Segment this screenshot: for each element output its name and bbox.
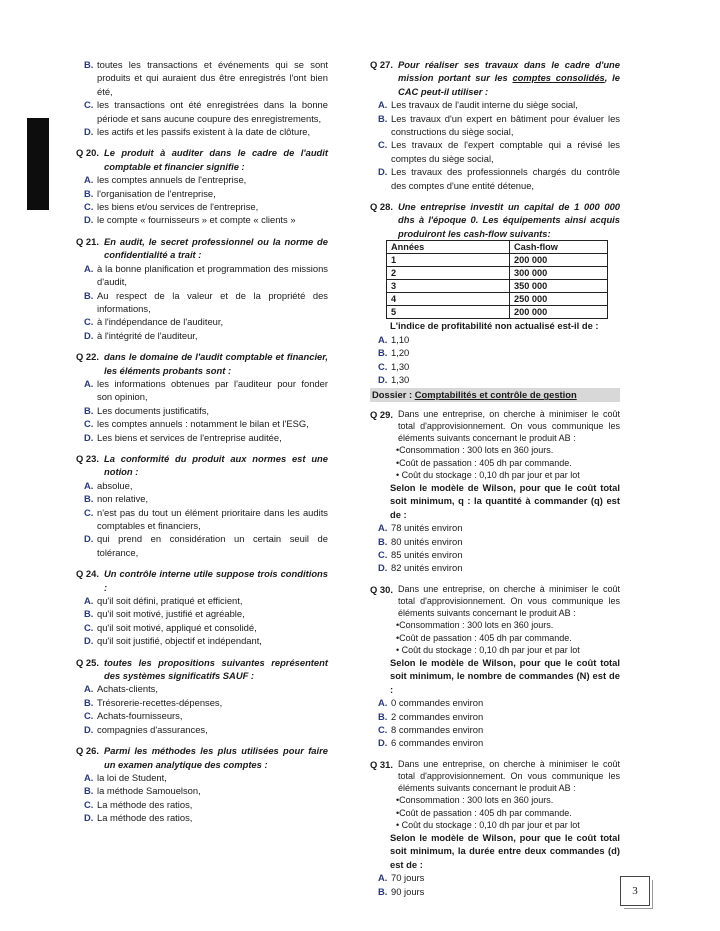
option-c: C. les comptes annuels : notamment le bilan et l'ESG, bbox=[84, 418, 309, 430]
option-a: A. à la bonne planification et programmation des missions d'audit, bbox=[84, 262, 328, 288]
option-a: A. la loi de Student, bbox=[84, 771, 167, 783]
storage-cost-line: • Coût du stockage : 0,10 dh par jour et par lot bbox=[396, 469, 580, 480]
option-b: B. la méthode Samouelson, bbox=[84, 785, 201, 797]
question-prompt: Selon le modèle de Wilson, pour que le coût total soit minimum, le nombre de commandes (N) est de : bbox=[390, 657, 620, 695]
question-number: Q 20. bbox=[76, 147, 99, 159]
option-b: B. 1,20 bbox=[378, 347, 410, 359]
question-number: Q 30. bbox=[370, 583, 393, 595]
question-number: Q 24. bbox=[76, 568, 99, 580]
option-a: A. 1,10 bbox=[378, 333, 410, 345]
option-a: A. qu'il soit défini, pratiqué et efficient, bbox=[84, 595, 243, 607]
question-intro: Dans une entreprise, on cherche à minimiser le coût total d'approvisionnement. On vous communique les éléments suivants concernant le produit AB : bbox=[398, 758, 620, 794]
storage-cost-line: • Coût du stockage : 0,10 dh par jour et par lot bbox=[396, 644, 580, 655]
question-22 bbox=[76, 350, 328, 444]
consumption-line: •Consommation : 300 lots en 360 jours. bbox=[396, 620, 554, 631]
option-a: A. les comptes annuels de l'entreprise, bbox=[84, 174, 247, 186]
question-27 bbox=[370, 58, 620, 192]
option-c: C. 8 commandes environ bbox=[378, 724, 484, 736]
table-header: Cash-flow bbox=[510, 241, 608, 254]
question-number: Q 22. bbox=[76, 351, 99, 363]
option-a: A. 0 commandes environ bbox=[378, 697, 484, 709]
black-margin-tab bbox=[27, 118, 49, 210]
option-b: B. 80 unités environ bbox=[378, 535, 463, 547]
question-29 bbox=[370, 408, 620, 575]
question-number: Q 25. bbox=[76, 656, 99, 668]
option-a: A. Les travaux de l'audit interne du siège social, bbox=[378, 99, 578, 111]
question-number: Q 26. bbox=[76, 745, 99, 757]
question-21 bbox=[76, 235, 328, 342]
option-c: C. les biens et/ou services de l'entreprise, bbox=[84, 201, 259, 213]
question-number: Q 23. bbox=[76, 452, 99, 464]
option-a: A. absolue, bbox=[84, 479, 133, 491]
table-header-row bbox=[387, 241, 608, 254]
question-28 bbox=[370, 200, 620, 386]
ordering-cost-line: •Coût de passation : 405 dh par commande. bbox=[396, 807, 572, 818]
page-number: 3 bbox=[620, 876, 650, 906]
question-number: Q 31. bbox=[370, 758, 393, 770]
table-header: Années bbox=[387, 241, 510, 254]
option-d: D. compagnies d'assurances, bbox=[84, 723, 208, 735]
dossier-heading: Dossier : Comptabilités et contrôle de gestion bbox=[370, 388, 620, 401]
option-d: D. 1,30 bbox=[378, 373, 410, 385]
option-c: C. La méthode des ratios, bbox=[84, 798, 193, 810]
right-column bbox=[370, 58, 620, 906]
cash-flow-table bbox=[386, 240, 608, 319]
question-25 bbox=[76, 656, 328, 736]
question-26 bbox=[76, 744, 328, 824]
option-d: D. Les travaux des professionnels chargés du contrôle des comptes d'une entité détenue, bbox=[378, 166, 620, 191]
question-text: Un contrôle interne utile suppose trois conditions : bbox=[104, 568, 328, 593]
question-text: En audit, le secret professionnel ou la norme de confidentialité a trait : bbox=[104, 235, 328, 261]
option-d: D. le compte « fournisseurs » et compte « clients » bbox=[84, 214, 296, 226]
left-column bbox=[76, 58, 328, 833]
option-d: D. qui prend en considération un certain seuil de tolérance, bbox=[84, 533, 328, 558]
question-30 bbox=[370, 583, 620, 750]
question-text: toutes les propositions suivantes représentent des systèmes significatifs SAUF : bbox=[104, 656, 328, 682]
option-b: B. Au respect de la valeur et de la propriété des informations, bbox=[84, 289, 328, 314]
question-text: Pour réaliser ses travaux dans le cadre d'une mission portant sur les comptes consolidés, le CAC peut-il utiliser : bbox=[398, 59, 620, 97]
option-d: D. La méthode des ratios, bbox=[84, 812, 193, 824]
option-c: C. Achats-fournisseurs, bbox=[84, 710, 183, 722]
option-c: C. 85 unités environ bbox=[378, 548, 463, 560]
question-prompt: L'indice de profitabilité non actualisé est-il de : bbox=[390, 320, 599, 332]
option-a: A. 78 unités environ bbox=[378, 522, 463, 534]
question-20 bbox=[76, 146, 328, 226]
option-d: D. à l'intégrité de l'auditeur, bbox=[84, 329, 198, 341]
question-31 bbox=[370, 758, 620, 898]
q19-option-d: D. les actifs et les passifs existent à la date de clôture, bbox=[84, 126, 311, 138]
question-text: dans le domaine de l'audit comptable et financier, les éléments probants sont : bbox=[104, 351, 328, 376]
option-b: B. 2 commandes environ bbox=[378, 710, 484, 722]
ordering-cost-line: •Coût de passation : 405 dh par commande. bbox=[396, 457, 572, 468]
table-row: 2 300 000 bbox=[387, 267, 608, 280]
option-a: A. les informations obtenues par l'auditeur pour fonder son opinion, bbox=[84, 377, 328, 403]
question-text: Parmi les méthodes les plus utilisées pour faire un examen analytique des comptes : bbox=[104, 745, 328, 770]
option-b: B. 90 jours bbox=[378, 885, 425, 897]
option-d: D. qu'il soit justifié, objectif et indépendant, bbox=[84, 635, 262, 647]
q19-continuation bbox=[76, 58, 328, 138]
table-row: 3 350 000 bbox=[387, 280, 608, 293]
ordering-cost-line: •Coût de passation : 405 dh par commande. bbox=[396, 632, 572, 643]
option-d: D. 82 unités environ bbox=[378, 562, 463, 574]
question-number: Q 27. bbox=[370, 59, 393, 70]
table-row: 4 250 000 bbox=[387, 293, 608, 306]
option-c: C. n'est pas du tout un élément prioritaire dans les audits comptables et financiers, bbox=[84, 506, 328, 531]
option-a: A. 70 jours bbox=[378, 872, 425, 884]
q19-option-c: C. les transactions ont été enregistrées dans la bonne période et sans aucune coupure des enregistrements, bbox=[84, 99, 328, 124]
option-c: C. 1,30 bbox=[378, 360, 410, 372]
option-d: D. 6 commandes environ bbox=[378, 737, 484, 749]
option-b: B. Les travaux d'un expert en bâtiment pour évaluer les constructions du siège social, bbox=[378, 112, 620, 138]
option-c: C. à l'indépendance de l'auditeur, bbox=[84, 316, 224, 328]
question-prompt: Selon le modèle de Wilson, pour que le coût total soit minimum, la durée entre deux commandes (d) est de : bbox=[390, 832, 620, 870]
option-b: B. l'organisation de l'entreprise, bbox=[84, 187, 216, 199]
question-24 bbox=[76, 567, 328, 647]
question-23 bbox=[76, 452, 328, 559]
option-b: B. Les documents justificatifs, bbox=[84, 404, 210, 416]
question-text: Une entreprise investit un capital de 1 000 000 dhs à l'époque 0. Les équipements ainsi acquis produiront les cash-flow suivants: bbox=[398, 201, 620, 239]
question-number: Q 29. bbox=[370, 408, 393, 420]
option-b: B. qu'il soit motivé, justifié et agréable, bbox=[84, 608, 245, 620]
question-number: Q 21. bbox=[76, 235, 99, 247]
table-row: 1 200 000 bbox=[387, 254, 608, 267]
storage-cost-line: • Coût du stockage : 0,10 dh par jour et par lot bbox=[396, 819, 580, 830]
question-intro: Dans une entreprise, on cherche à minimiser le coût total d'approvisionnement. On vous communique les éléments suivants concernant le produit AB : bbox=[398, 408, 620, 444]
question-intro: Dans une entreprise, on cherche à minimiser le coût total d'approvisionnement. On vous communique les éléments suivants concernant le produit AB : bbox=[398, 583, 620, 619]
table-row: 5 200 000 bbox=[387, 306, 608, 319]
option-b: B. non relative, bbox=[84, 493, 149, 505]
option-b: B. Trésorerie-recettes-dépenses, bbox=[84, 696, 223, 708]
question-text: Le produit à auditer dans le cadre de l'audit comptable et financier signifie : bbox=[104, 147, 328, 172]
option-d: D. Les biens et services de l'entreprise auditée, bbox=[84, 431, 282, 443]
question-text: La conformité du produit aux normes est une notion : bbox=[104, 452, 328, 478]
consumption-line: •Consommation : 300 lots en 360 jours. bbox=[396, 795, 554, 806]
q19-option-b: B. toutes les transactions et événements qui se sont produits et qui auraient dus être enregistrés l'ont bien été, bbox=[84, 59, 328, 97]
question-prompt: Selon le modèle de Wilson, pour que le coût total soit minimum, q : la quantité à commander (q) est de : bbox=[390, 481, 620, 520]
question-number: Q 28. bbox=[370, 201, 393, 213]
consumption-line: •Consommation : 300 lots en 360 jours. bbox=[396, 445, 554, 456]
option-c: C. qu'il soit motivé, appliqué et consolidé, bbox=[84, 621, 257, 633]
option-c: C. Les travaux de l'expert comptable qui a révisé les comptes du siège social, bbox=[378, 139, 620, 164]
option-a: A. Achats-clients, bbox=[84, 683, 158, 695]
